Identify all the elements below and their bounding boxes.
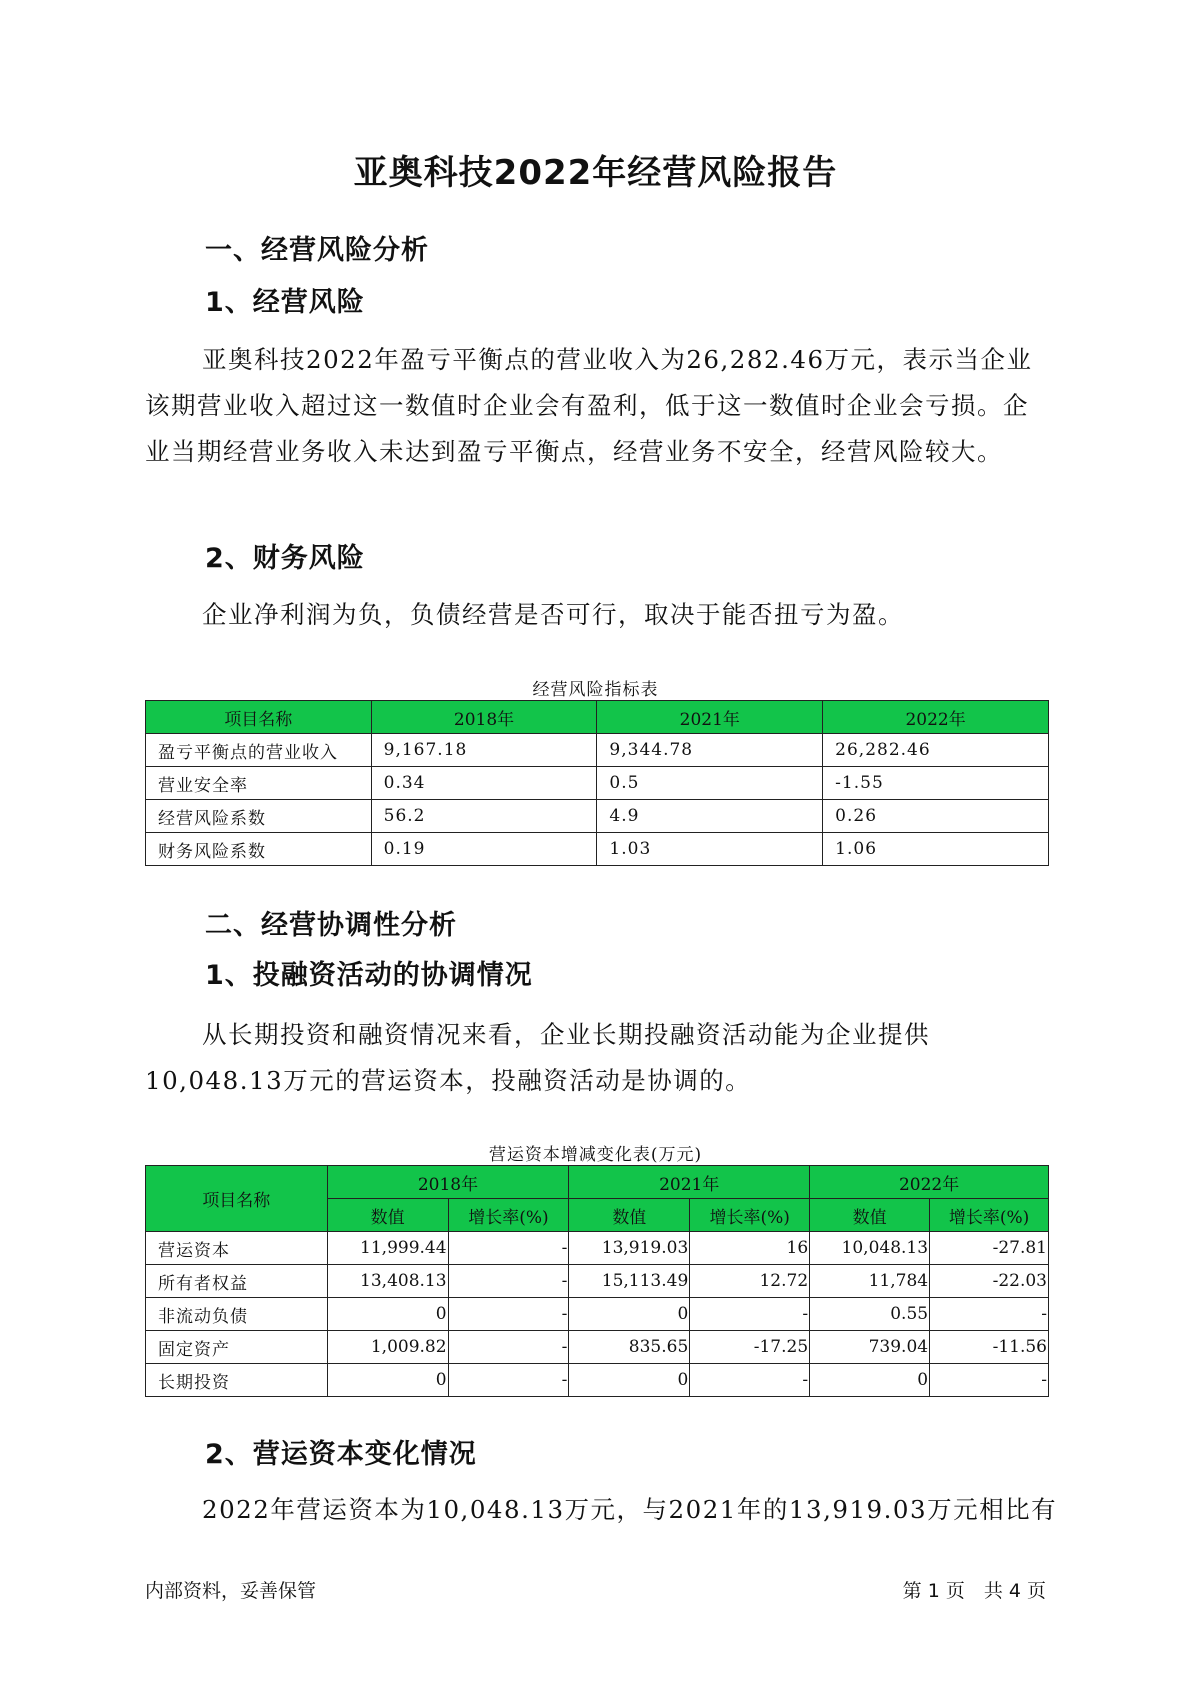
table-cell: 13,408.13: [327, 1265, 448, 1298]
table-cell: 0: [569, 1364, 690, 1397]
table-cell: 835.65: [569, 1331, 690, 1364]
table-cell: -1.55: [823, 767, 1049, 800]
table-header-cell: 数值: [810, 1199, 930, 1232]
table-header-row: [146, 1166, 1049, 1199]
table-header-cell: 项目名称: [146, 1166, 328, 1232]
section2-sub1-paragraph-text: 从长期投资和融资情况来看，企业长期投融资活动能为企业提供10,048.13万元的营运资本，投融资活动是协调的。: [145, 1020, 930, 1095]
section2-sub1-paragraph: [145, 1012, 1050, 1104]
section1-sub2-paragraph-text: 企业净利润为负，负债经营是否可行，取决于能否扭亏为盈。: [202, 600, 904, 629]
section1-sub2-paragraph: [145, 592, 1050, 638]
table-row: [146, 1265, 1049, 1298]
table-cell: -: [930, 1364, 1049, 1397]
section1-heading: 一、经营风险分析: [205, 235, 429, 266]
table-cell: 26,282.46: [823, 734, 1049, 767]
table-cell: 营运资本: [146, 1232, 328, 1265]
table-cell: 0.34: [371, 767, 597, 800]
table-header-cell: 2022年: [823, 701, 1049, 734]
table-header-cell: 2021年: [597, 701, 823, 734]
table-cell: 盈亏平衡点的营业收入: [146, 734, 372, 767]
table-header-cell: 数值: [327, 1199, 448, 1232]
table-header-cell: 增长率(%): [930, 1199, 1049, 1232]
table-cell: 0: [327, 1298, 448, 1331]
table-cell: 固定资产: [146, 1331, 328, 1364]
table-header-cell: 2021年: [569, 1166, 810, 1199]
table-row: [146, 833, 1049, 866]
table-cell: 13,919.03: [569, 1232, 690, 1265]
footer-page-number: 第 1 页 共 4 页: [902, 1580, 1046, 1602]
risk-indicator-table: [145, 700, 1049, 866]
section1-sub1-paragraph: [145, 337, 1050, 475]
table-cell: 56.2: [371, 800, 597, 833]
table-row: [146, 1298, 1049, 1331]
table-header-row: [146, 701, 1049, 734]
table-header-cell: 2022年: [810, 1166, 1049, 1199]
table-cell: 12.72: [690, 1265, 810, 1298]
table-row: [146, 1364, 1049, 1397]
table-cell: 长期投资: [146, 1364, 328, 1397]
table-cell: 11,999.44: [327, 1232, 448, 1265]
section2-heading: 二、经营协调性分析: [205, 910, 457, 941]
table-header-cell: 2018年: [327, 1166, 569, 1199]
section1-sub1-heading: 1、经营风险: [205, 287, 365, 318]
table-row: [146, 767, 1049, 800]
table-header-cell: 项目名称: [146, 701, 372, 734]
table-cell: -22.03: [930, 1265, 1049, 1298]
table-header-cell: 2018年: [371, 701, 597, 734]
table-row: [146, 1232, 1049, 1265]
section2-sub2-heading: 2、营运资本变化情况: [205, 1439, 477, 1470]
table-cell: -: [448, 1298, 569, 1331]
table-cell: 营业安全率: [146, 767, 372, 800]
table-cell: -: [448, 1364, 569, 1397]
table-cell: 1.06: [823, 833, 1049, 866]
table-row: [146, 734, 1049, 767]
table2-caption: 营运资本增减变化表(万元): [488, 1145, 703, 1165]
table-cell: 0: [327, 1364, 448, 1397]
table-cell: 16: [690, 1232, 810, 1265]
section1-sub2-heading: 2、财务风险: [205, 543, 365, 574]
section2-sub2-paragraph-text: 2022年营运资本为10,048.13万元，与2021年的13,919.03万元相比有: [202, 1495, 1058, 1524]
table-cell: 9,167.18: [371, 734, 597, 767]
table-cell: 739.04: [810, 1331, 930, 1364]
table-cell: -: [930, 1298, 1049, 1331]
table-cell: 11,784: [810, 1265, 930, 1298]
table-cell: -: [690, 1364, 810, 1397]
table-header-cell: 增长率(%): [448, 1199, 569, 1232]
table-cell: 9,344.78: [597, 734, 823, 767]
table-cell: 4.9: [597, 800, 823, 833]
table-cell: -17.25: [690, 1331, 810, 1364]
footer-confidential-note: 内部资料，妥善保管: [145, 1580, 317, 1602]
table-header-cell: 增长率(%): [690, 1199, 810, 1232]
table-cell: -27.81: [930, 1232, 1049, 1265]
page-title: 亚奥科技2022年经营风险报告: [353, 153, 838, 193]
section2-sub1-heading: 1、投融资活动的协调情况: [205, 960, 533, 991]
table-cell: 1,009.82: [327, 1331, 448, 1364]
table-cell: -: [448, 1265, 569, 1298]
table-cell: 财务风险系数: [146, 833, 372, 866]
table-cell: -: [448, 1331, 569, 1364]
section2-sub2-paragraph: [145, 1487, 1058, 1533]
table-cell: 0.26: [823, 800, 1049, 833]
table1-caption: 经营风险指标表: [532, 680, 659, 700]
table-cell: 0: [569, 1298, 690, 1331]
working-capital-table: [145, 1165, 1049, 1397]
table-cell: 10,048.13: [810, 1232, 930, 1265]
table-cell: 经营风险系数: [146, 800, 372, 833]
table-cell: 15,113.49: [569, 1265, 690, 1298]
table-cell: 0.5: [597, 767, 823, 800]
table-cell: -: [690, 1298, 810, 1331]
section1-sub1-paragraph-text: 亚奥科技2022年盈亏平衡点的营业收入为26,282.46万元，表示当企业该期营业收入超过这一数值时企业会有盈利，低于这一数值时企业会亏损。企业当期经营业务收入未达到盈亏平衡点，经营业务不安全，经营风险较大。: [145, 345, 1033, 466]
table-cell: -: [448, 1232, 569, 1265]
table-row: [146, 1331, 1049, 1364]
table-cell: 所有者权益: [146, 1265, 328, 1298]
table-cell: 非流动负债: [146, 1298, 328, 1331]
table-header-cell: 数值: [569, 1199, 690, 1232]
table-cell: 0: [810, 1364, 930, 1397]
table-cell: 0.19: [371, 833, 597, 866]
table-row: [146, 800, 1049, 833]
table-cell: 0.55: [810, 1298, 930, 1331]
table-cell: -11.56: [930, 1331, 1049, 1364]
table-cell: 1.03: [597, 833, 823, 866]
